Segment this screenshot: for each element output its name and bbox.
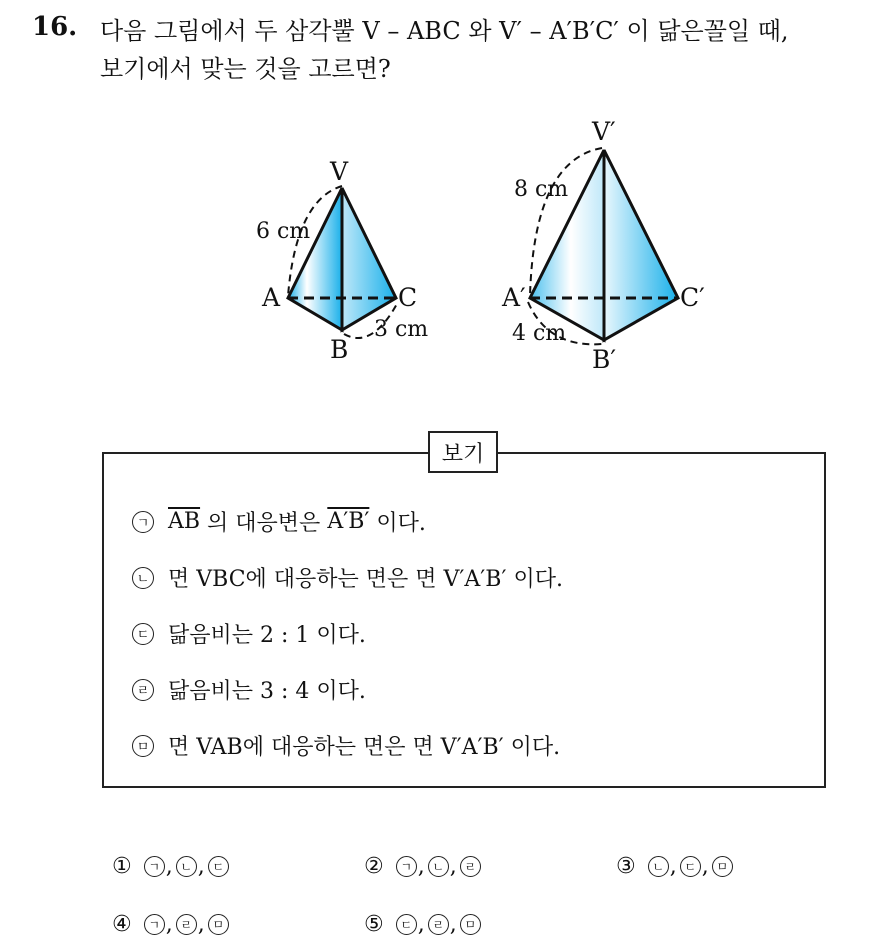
choice-marker: ㄱ — [396, 856, 417, 877]
example-item-4 — [132, 674, 366, 705]
item-marker: ㄷ — [132, 623, 154, 645]
item-text: 면 VAB에 대응하는 면은 면 V′A′B′ 이다. — [168, 735, 561, 760]
item-text: 면 VBC에 대응하는 면은 면 V′A′B′ 이다. — [168, 567, 563, 592]
example-item-1 — [132, 506, 426, 537]
large-dim-AB: 4 cm — [512, 321, 567, 346]
choice-marker: ㄷ — [680, 856, 701, 877]
question-number: 16. — [32, 12, 78, 42]
choice-4[interactable]: ④ ㄱ , ㄹ , ㅁ — [112, 912, 229, 937]
choice-number: ① — [112, 854, 132, 879]
small-face-VBC — [342, 188, 396, 330]
small-label-C: C — [398, 283, 418, 312]
large-label-V: V′ — [592, 117, 616, 146]
item-text: 의 대응변은 — [200, 511, 328, 536]
question-line-2: 보기에서 맞는 것을 고르면? — [100, 55, 391, 83]
choice-marker: ㅁ — [460, 914, 481, 935]
item-text: 닮음비는 3 : 4 이다. — [168, 679, 366, 704]
small-dim-VA: 6 cm — [256, 219, 311, 244]
choice-marker: ㄱ — [144, 914, 165, 935]
choice-marker: ㄴ — [176, 856, 197, 877]
choice-number: ③ — [616, 854, 636, 879]
choice-number: ② — [364, 854, 384, 879]
item-text: 닮음비는 2 : 1 이다. — [168, 623, 366, 648]
small-label-V: V — [330, 157, 349, 186]
large-label-C: C′ — [680, 283, 705, 312]
choice-marker: ㅁ — [208, 914, 229, 935]
choice-marker: ㄷ — [208, 856, 229, 877]
item-marker: ㄴ — [132, 567, 154, 589]
example-item-3 — [132, 618, 366, 649]
choice-marker: ㄴ — [428, 856, 449, 877]
item-marker: ㄱ — [132, 511, 154, 533]
large-label-B: B′ — [592, 345, 617, 374]
choice-marker: ㄷ — [396, 914, 417, 935]
choice-number: ⑤ — [364, 912, 384, 937]
item-text: 이다. — [369, 511, 426, 536]
choice-marker: ㄹ — [428, 914, 449, 935]
pyramids-figure — [0, 0, 884, 420]
question-line-1: 다음 그림에서 두 삼각뿔 V – ABC 와 V′ – A′B′C′ 이 닮은꼴일 때, — [100, 17, 789, 45]
example-item-5 — [132, 730, 560, 761]
item-marker: ㄹ — [132, 679, 154, 701]
choice-number: ④ — [112, 912, 132, 937]
choice-marker: ㄹ — [460, 856, 481, 877]
choice-marker: ㄹ — [176, 914, 197, 935]
large-dim-VA: 8 cm — [514, 177, 569, 202]
small-label-B: B — [330, 335, 349, 364]
small-pyramid — [256, 157, 428, 364]
choice-marker: ㅁ — [712, 856, 733, 877]
choice-3[interactable]: ③ ㄴ , ㄷ , ㅁ — [616, 854, 733, 879]
segment-A-prime-B-prime: A′B′ — [327, 509, 370, 534]
choice-5[interactable]: ⑤ ㄷ , ㄹ , ㅁ — [364, 912, 481, 937]
example-item-2 — [132, 562, 563, 593]
example-box-title: 보기 — [428, 431, 498, 473]
choice-marker: ㄱ — [144, 856, 165, 877]
small-dim-BC: 3 cm — [374, 317, 429, 342]
item-marker: ㅁ — [132, 735, 154, 757]
choice-1[interactable]: ① ㄱ , ㄴ , ㄷ — [112, 854, 229, 879]
large-label-A: A′ — [502, 283, 526, 312]
large-pyramid — [501, 117, 705, 374]
segment-AB: $\overline{AB}$ — [168, 509, 201, 534]
choice-marker: ㄴ — [648, 856, 669, 877]
choice-2[interactable]: ② ㄱ , ㄴ , ㄹ — [364, 854, 481, 879]
small-face-VAB — [288, 188, 342, 330]
small-label-A: A — [262, 283, 281, 312]
large-face-VBC — [604, 150, 678, 340]
